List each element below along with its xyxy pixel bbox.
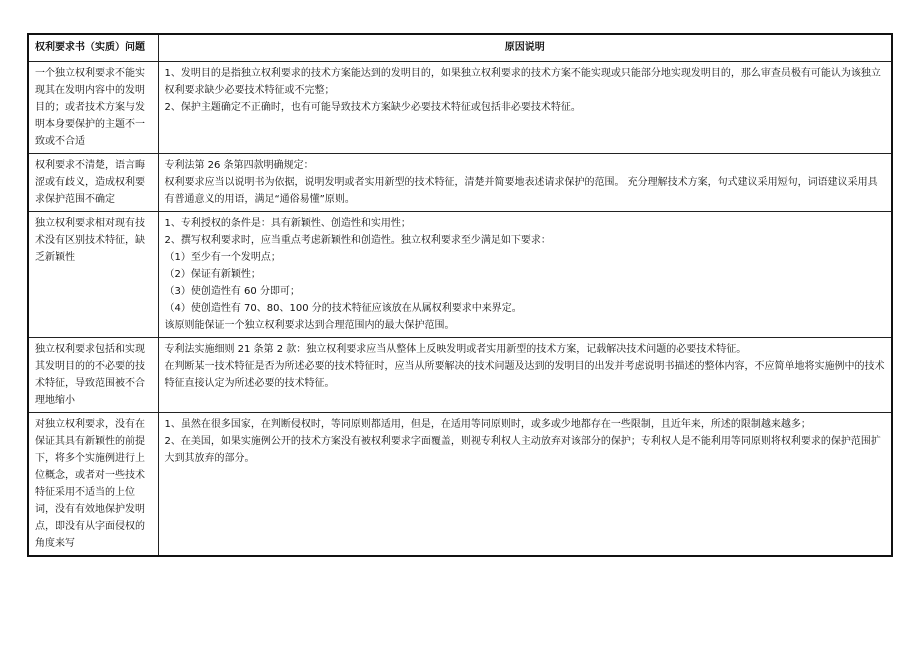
reason-line: 1、专利授权的条件是：具有新颖性、创造性和实用性； (164, 217, 411, 229)
table-row (28, 211, 892, 337)
reason-cell (158, 153, 892, 211)
issues-table (27, 33, 893, 557)
reason-line: 专利法第 26 条第四款明确规定： (164, 159, 314, 171)
reason-cell (158, 211, 892, 337)
table-row (28, 337, 892, 412)
reason-line: （4）使创造性有 70、80、100 分的技术特征应该放在从属权利要求中来界定。 (164, 302, 522, 314)
reason-cell (158, 61, 892, 153)
reason-line: 在判断某一技术特征是否为所述必要的技术特征时，应当从所要解决的技术问题及达到的发明目的出发并考虑说明书描述的整体内容，不应简单地将实施例中的技术特征直接认定为所述必要的技术特征。 (164, 360, 885, 389)
reason-line: （1）至少有一个发明点； (164, 251, 281, 263)
issue-cell: 权利要求不清楚，语言晦涩或有歧义，造成权利要求保护范围不确定 (28, 153, 158, 211)
issue-cell: 一个独立权利要求不能实现其在发明内容中的发明目的；或者技术方案与发明本身要保护的主题不一致或不合适 (28, 61, 158, 153)
reason-line: 权利要求应当以说明书为依据，说明发明或者实用新型的技术特征，清楚并简要地表述请求保护的范围。 充分理解技术方案，句式建议采用短句，词语建议采用具有普通意义的用语，满足“通俗易懂”原则。 (164, 176, 878, 205)
reason-line: （2）保证有新颖性； (164, 268, 261, 280)
reason-line: 该原则能保证一个独立权利要求达到合理范围内的最大保护范围。 (164, 319, 455, 331)
issue-cell: 对独立权利要求，没有在保证其具有新颖性的前提下，将多个实施例进行上位概念，或者对一些技术特征采用不适当的上位词，没有有效地保护发明点，即没有从字面侵权的角度来写 (28, 412, 158, 556)
reason-line: （3）使创造性有 60 分即可； (164, 285, 300, 297)
table-header-row (28, 34, 892, 61)
reason-line: 2、保护主题确定不正确时，也有可能导致技术方案缺少必要技术特征或包括非必要技术特征。 (164, 101, 581, 113)
reason-line: 2、在美国，如果实施例公开的技术方案没有被权利要求字面覆盖，则视专利权人主动放弃对该部分的保护；专利权人是不能利用等同原则将权利要求的保护范围扩大到其放弃的部分。 (164, 435, 881, 464)
issue-cell: 独立权利要求包括和实现其发明目的的不必要的技术特征，导致范围被不合理地缩小 (28, 337, 158, 412)
reason-cell (158, 337, 892, 412)
table-row (28, 61, 892, 153)
table-row (28, 412, 892, 556)
reason-line: 1、发明目的是指独立权利要求的技术方案能达到的发明目的，如果独立权利要求的技术方案不能实现或只能部分地实现发明目的，那么审查员极有可能认为该独立权利要求缺少必要技术特征或不完整； (164, 67, 881, 96)
reason-cell (158, 412, 892, 556)
reason-line: 2、撰写权利要求时，应当重点考虑新颖性和创造性。独立权利要求至少满足如下要求： (164, 234, 551, 246)
header-reason: 原因说明 (158, 34, 892, 61)
table-row (28, 153, 892, 211)
reason-line: 专利法实施细则 21 条第 2 款：独立权利要求应当从整体上反映发明或者实用新型的技术方案，记载解决技术问题的必要技术特征。 (164, 343, 747, 355)
reason-line: 1、虽然在很多国家，在判断侵权时，等同原则都适用，但是，在适用等同原则时，或多或少地都存在一些限制，且近年来，所述的限制越来越多； (164, 418, 811, 430)
header-issue: 权利要求书（实质）问题 (28, 34, 158, 61)
issue-cell: 独立权利要求相对现有技术没有区别技术特征，缺乏新颖性 (28, 211, 158, 337)
